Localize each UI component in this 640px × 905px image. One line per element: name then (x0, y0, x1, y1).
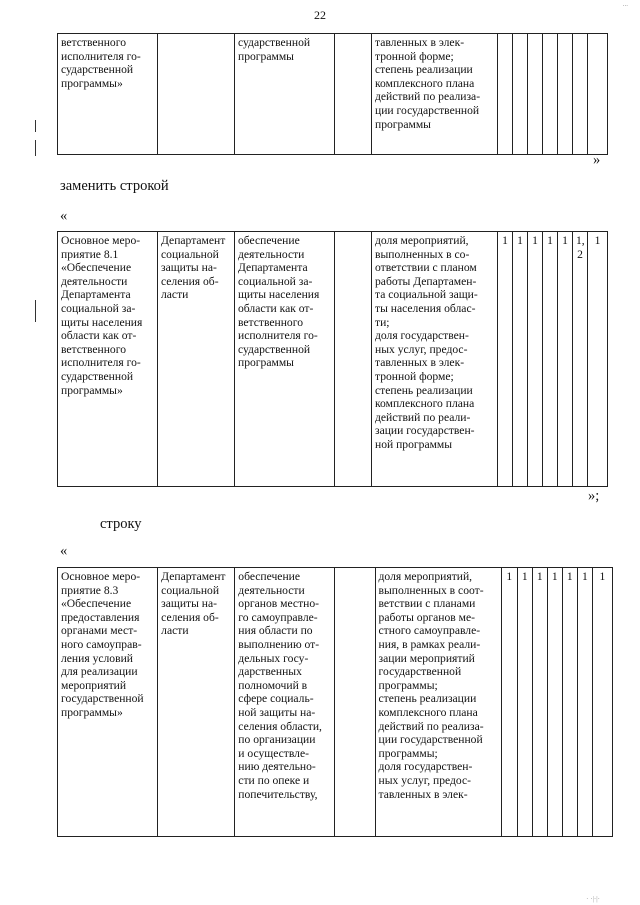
table-continuation (57, 33, 608, 155)
table-cell-indicator: доля мероприятий, выполненных в со- ответствии с планом работы Департамен- та социальной защи- ты населения облас- ти; доля государствен- ных услуг, предос- тавленных в элек- тронной форме; степень реализации комплексного плана действий по реали- зации государствен- ной программы (372, 232, 498, 487)
scan-mark (35, 120, 36, 132)
table-cell-result: обеспечение деятельности Департамента социальной за- щиты населения области как от- ветственного исполнителя го- сударственной программы (235, 232, 335, 487)
closing-quote: »; (588, 488, 600, 504)
table-cell-value: 1 (501, 568, 517, 837)
table-cell-value (498, 34, 513, 155)
row-instruction: строку (100, 516, 142, 532)
table-cell-event: Основное меро- приятие 8.1 «Обеспечение деятельности Департамента социальной за- щиты населения области как от- ветственного исполнителя го- сударственной программы» (58, 232, 158, 487)
table-cell-value: 1 (588, 232, 608, 487)
table-cell-value: 1 (498, 232, 513, 487)
opening-quote: « (60, 543, 68, 559)
table-cell-value: 1 (558, 232, 573, 487)
table-cell-event: Основное меро- приятие 8.3 «Обеспечение предоставления органами мест- ного самоуправ- ления условий для реализации мероприятий государственной программы» (58, 568, 158, 837)
table-cell-value: 1 (592, 568, 612, 837)
table-cell-value: 1 (517, 568, 532, 837)
table-cell-result: обеспечение деятельности органов местно- го самоуправле- ния области по выполнению от- дельных госу- дарственных полномочий в сфере социаль- ной защиты на- селения области, по организации и осуществле- нию деятельно- сти по опеке и попечительству, (235, 568, 335, 837)
table-cell-empty (335, 232, 372, 487)
table-cell-executor (158, 34, 235, 155)
table-cell-value (558, 34, 573, 155)
opening-quote: « (60, 208, 68, 224)
table-cell-value (573, 34, 588, 155)
table-cell-value: 1 (528, 232, 543, 487)
table-cell-value: 1 (562, 568, 577, 837)
corner-mark-top: ... (622, 0, 628, 8)
table-cell-value (528, 34, 543, 155)
table-cell-value: 1 (547, 568, 562, 837)
corner-mark-bottom: · ·|·|· (586, 895, 600, 903)
table-cell-value: 1, 2 (573, 232, 588, 487)
table-cell-empty (335, 34, 372, 155)
table-cell-indicator: доля мероприятий, выполненных в соот- ветствии с планами работы органов ме- стного самоуправле- ния, в рамках реали- зации мероприятий государственной программы; степень реализации комплексного плана действий по реализа- ции государственной программы; доля государствен- ных услуг, предос- тавленных в элек- (375, 568, 501, 837)
table-cell-value: 1 (513, 232, 528, 487)
table-row (58, 34, 608, 155)
table-cell-value (588, 34, 608, 155)
table-cell-indicator: тавленных в элек- тронной форме; степень реализации комплексного плана действий по реализа- ции государственной программы (372, 34, 498, 155)
table-cell-event: ветственного исполнителя го- сударственной программы» (58, 34, 158, 155)
table-replacement-8-1 (57, 231, 608, 487)
closing-quote: » (593, 152, 601, 168)
scan-mark (35, 300, 36, 322)
replace-instruction: заменить строкой (60, 178, 169, 194)
table-cell-executor: Департамент социальной защиты на- селения об- ласти (158, 232, 235, 487)
table-cell-executor: Департамент социальной защиты на- селения об- ласти (158, 568, 235, 837)
scan-mark (35, 140, 36, 156)
table-cell-value (513, 34, 528, 155)
table-row (58, 232, 608, 487)
table-cell-value: 1 (532, 568, 547, 837)
table-cell-result: сударственной программы (235, 34, 335, 155)
table-cell-empty (335, 568, 375, 837)
table-row-8-3 (57, 567, 613, 837)
table-cell-value (543, 34, 558, 155)
table-cell-value: 1 (543, 232, 558, 487)
table-cell-value: 1 (577, 568, 592, 837)
table-row (58, 568, 613, 837)
page-number: 22 (314, 8, 326, 22)
